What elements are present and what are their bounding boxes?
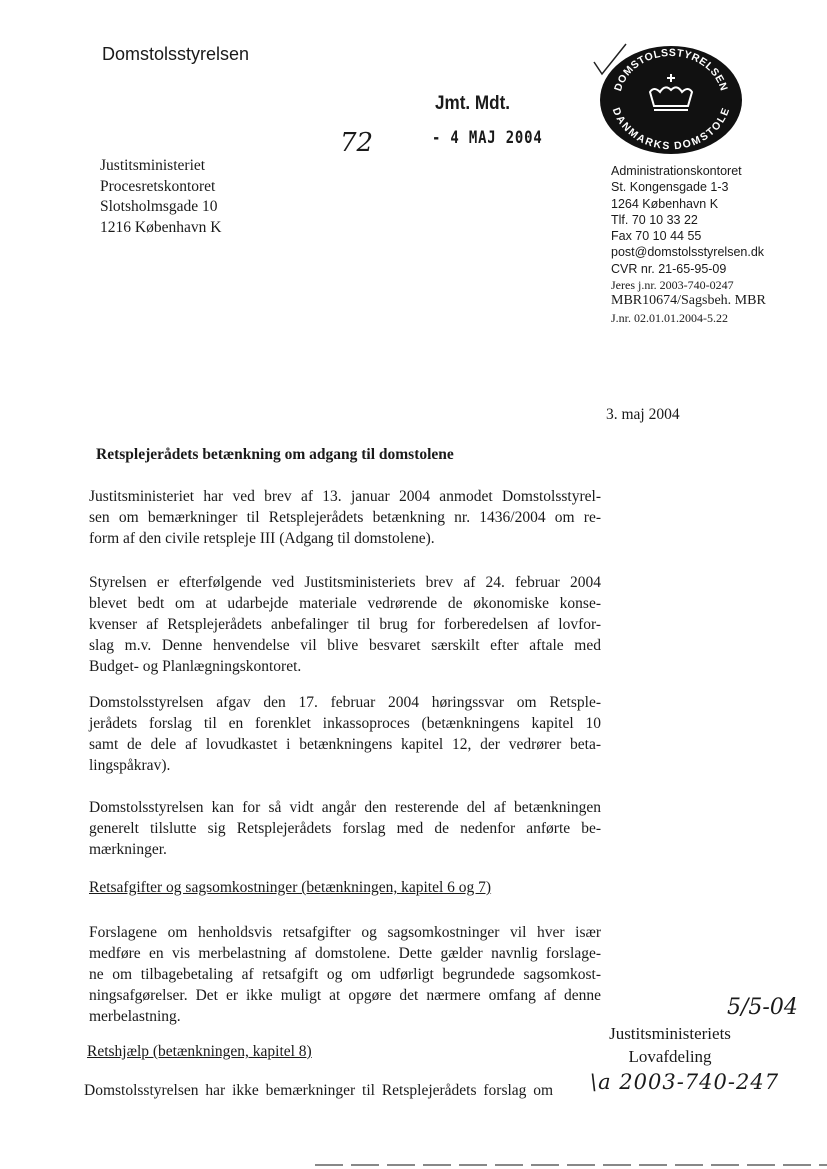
body-paragraph [89,486,601,549]
received-stamp-title: Jmt. Mdt. [435,93,511,114]
paragraph-line: Styrelsen er efterfølgende ved Justitsministeriets brev af 24. februar 2004 [89,574,601,591]
domstolsstyrelsen-logo [598,44,744,156]
sender-cvr: CVR nr. 21-65-95-09 [611,261,727,276]
paragraph-line: Forslagene om henholdsvis retsafgifter og sagsomkostninger vil hver især [89,924,601,941]
received-stamp-date: - 4 MAJ 2004 [432,128,543,148]
stamp-line: Justitsministeriets [609,1024,731,1043]
section-heading: Retsafgifter og sagsomkostninger (betænkningen, kapitel 6 og 7) [89,879,492,896]
paragraph-line: slag m.v. Denne henvendelse vil blive besvaret særskilt efter aftale med [89,637,601,654]
sender-phone: Tlf. 70 10 33 22 [611,212,698,227]
logo-top-text: DOMSTOLSSTYRELSEN [612,46,730,93]
sender-contact-block [611,163,766,326]
recipient-line: 1216 København K [100,218,222,236]
body-paragraph: Domstolsstyrelsen har ikke bemærkninger til Retsplejerådets forslag om [84,1082,554,1099]
paragraph-line: ningsafgørelser. Det er ikke muligt at opgøre det nærmere omfang af denne [89,987,601,1004]
handwritten-date: 5/5-04 [727,995,798,1020]
letter-date: 3. maj 2004 [606,406,680,423]
letter-subject: Retsplejerådets betænkning om adgang til domstolene [96,446,454,463]
stamp-line: Lovafdeling [628,1047,712,1066]
paragraph-line: jerådets forslag til en forenklet inkassoproces (betænkningens kapitel 10 [89,715,601,732]
sender-email: post@domstolsstyrelsen.dk [611,245,765,260]
paragraph-line: medføre en vis merbelastning af domstolene. Dette gælder navnlig forslage- [89,945,601,962]
paragraph-line: ne om tilbagebetaling af retsafgift og om udførligt begrundede sagsomkost- [89,966,601,983]
their-reference: Jeres j.nr. 2003-740-0247 [611,278,734,293]
sender-street: St. Kongensgade 1-3 [611,180,729,195]
sender-city: 1264 København K [611,196,719,211]
case-officer: MBR10674/Sagsbeh. MBR [611,293,766,309]
paragraph-line: Budget- og Planlægningskontoret. [89,658,302,675]
sender-organization-name: Domstolsstyrelsen [102,44,250,64]
body-paragraph [89,692,601,776]
paragraph-line: sen om bemærkninger til Retsplejerådets betænkning nr. 1436/2004 om re- [89,509,601,526]
paragraph-line: kvenser af Retsplejerådets anbefalinger til brug for forberedelsen af lovfor- [89,616,601,633]
paragraph-line: form af den civile retspleje III (Adgang til domstolene). [89,530,435,547]
section-heading: Retshjælp (betænkningen, kapitel 8) [87,1043,312,1060]
our-reference: J.nr. 02.01.01.2004-5.22 [611,310,728,325]
sender-fax: Fax 70 10 44 55 [611,229,702,244]
recipient-address [100,156,221,238]
page-bottom-edge [315,1164,827,1166]
paragraph-line: Justitsministeriet har ved brev af 13. januar 2004 anmodet Domstolsstyrel- [89,488,601,505]
body-paragraph [89,572,601,677]
paragraph-line: lingspåkrav). [89,757,171,774]
recipient-line: Justitsministeriet [100,157,206,174]
recipient-line: Procesretskontoret [100,177,216,195]
logo-bottom-text: DANMARKS DOMSTOLE [609,106,733,153]
paragraph-line: samt de dele af lovudkastet i betænkningens kapitel 12, der vedrører beta- [89,736,601,753]
body-paragraph [89,922,601,1027]
body-paragraph [89,797,601,860]
recipient-line: Slotsholmsgade 10 [100,198,218,215]
paragraph-line: Domstolsstyrelsen afgav den 17. februar 2004 høringssvar om Retsple- [89,694,601,711]
handwritten-reference: \a 2003-740-247 [590,1070,780,1094]
paragraph-line: merbelastning. [89,1008,181,1025]
handwritten-number: 72 [340,128,374,158]
sender-office: Administrationskontoret [611,164,742,178]
paragraph-line: Domstolsstyrelsen kan for så vidt angår den resterende del af betænkningen [89,799,601,816]
paragraph-line: mærkninger. [89,841,167,858]
paragraph-line: generelt tilslutte sig Retsplejerådets forslag med de nedenfor anførte be- [89,820,601,837]
ministry-received-stamp [600,1022,740,1068]
paragraph-line: blevet bedt om at udarbejde materiale vedrørende de økonomiske konse- [89,595,601,612]
